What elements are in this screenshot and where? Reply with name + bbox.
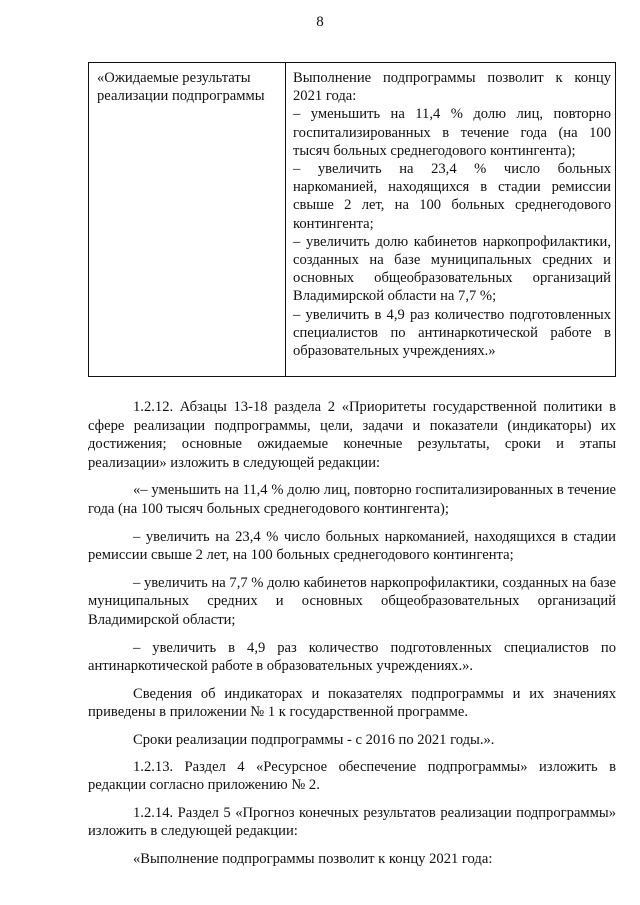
table-text-line: Владимирской области на 7,7 %;: [293, 288, 497, 305]
table-label-cell: [89, 63, 286, 377]
table-content-cell: [286, 63, 616, 377]
table-text-line: тысяч больных среднегодового контингента);: [293, 142, 576, 159]
table-text-line: – увеличить в 4,9 раз количество подготовленных: [293, 306, 611, 323]
table-text-line: – увеличить на 23,4 % число больных: [293, 161, 611, 178]
paragraph-1-2-13: 1.2.13. Раздел 4 «Ресурсное обеспечение подпрограммы» изложить в редакции согласно приложению № 2.: [88, 758, 616, 794]
paragraph-quote-start: «Выполнение подпрограммы позволит к концу 2021 года:: [133, 850, 493, 867]
table-label-line: реализации подпрограммы: [97, 88, 265, 105]
table-text-line: Выполнение подпрограммы позволит к концу: [293, 70, 611, 86]
paragraph-1-2-12: 1.2.12. Абзацы 13-18 раздела 2 «Приоритеты государственной политики в сфере реализации подпрограммы, цели, задачи и показатели (индикаторы) их достижения; основные ожидаемые конечные результаты, сроки и этапы реализации» изложить в следующей редакции:: [88, 399, 616, 471]
page-number: 8: [316, 14, 324, 30]
table-text-line: 2021 года:: [293, 88, 357, 105]
table-text-line: специалистов по антинаркотической работе в: [293, 324, 611, 341]
table-text-line: образовательных учреждениях.»: [293, 343, 496, 360]
expected-results-table: [88, 62, 616, 377]
table-text-line: – уменьшить на 11,4 % долю лиц, повторно: [293, 106, 611, 123]
document-body: [88, 398, 616, 877]
paragraph-indicators: Сведения об индикаторах и показателях подпрограммы и их значениях приведены в приложении № 1 к государственной программе.: [88, 685, 616, 721]
table-row: [89, 63, 616, 377]
table-text-line: – увеличить долю кабинетов наркопрофилактики,: [293, 233, 611, 250]
paragraph-result-2: – увеличить на 23,4 % число больных наркоманией, находящихся в стадии ремиссии свыше 2 лет, на 100 больных среднегодового контингента;: [88, 528, 616, 564]
table-text-line: наркоманией, находящихся в стадии ремиссии: [293, 179, 611, 196]
paragraph-result-1: «– уменьшить на 11,4 % долю лиц, повторно госпитализированных в течение года (на 100 тысяч больных среднегодового контингента);: [88, 482, 616, 517]
table-text-line: основных общеобразовательных организаций: [293, 270, 611, 287]
table-label-line: «Ожидаемые результаты: [97, 70, 251, 86]
table-text-line: контингента;: [293, 215, 374, 232]
paragraph-1-2-14: 1.2.14. Раздел 5 «Прогноз конечных результатов реализации подпрограммы» изложить в следующей редакции:: [88, 804, 616, 840]
table-text-line: свыше 2 лет, на 100 больных среднегодового: [293, 197, 611, 214]
table-text-line: созданных на базе муниципальных средних и: [293, 252, 611, 269]
table-text-line: госпитализированных в течение года (на 100: [293, 124, 611, 141]
paragraph-result-3: – увеличить на 7,7 % долю кабинетов наркопрофилактики, созданных на базе муниципальных средних и основных общеобразовательных организаций Владимирской области;: [88, 574, 616, 628]
paragraph-timeline: Сроки реализации подпрограммы - с 2016 по 2021 годы.».: [133, 731, 495, 748]
paragraph-result-4: – увеличить в 4,9 раз количество подготовленных специалистов по антинаркотической работе в образовательных учреждениях.».: [88, 639, 616, 675]
